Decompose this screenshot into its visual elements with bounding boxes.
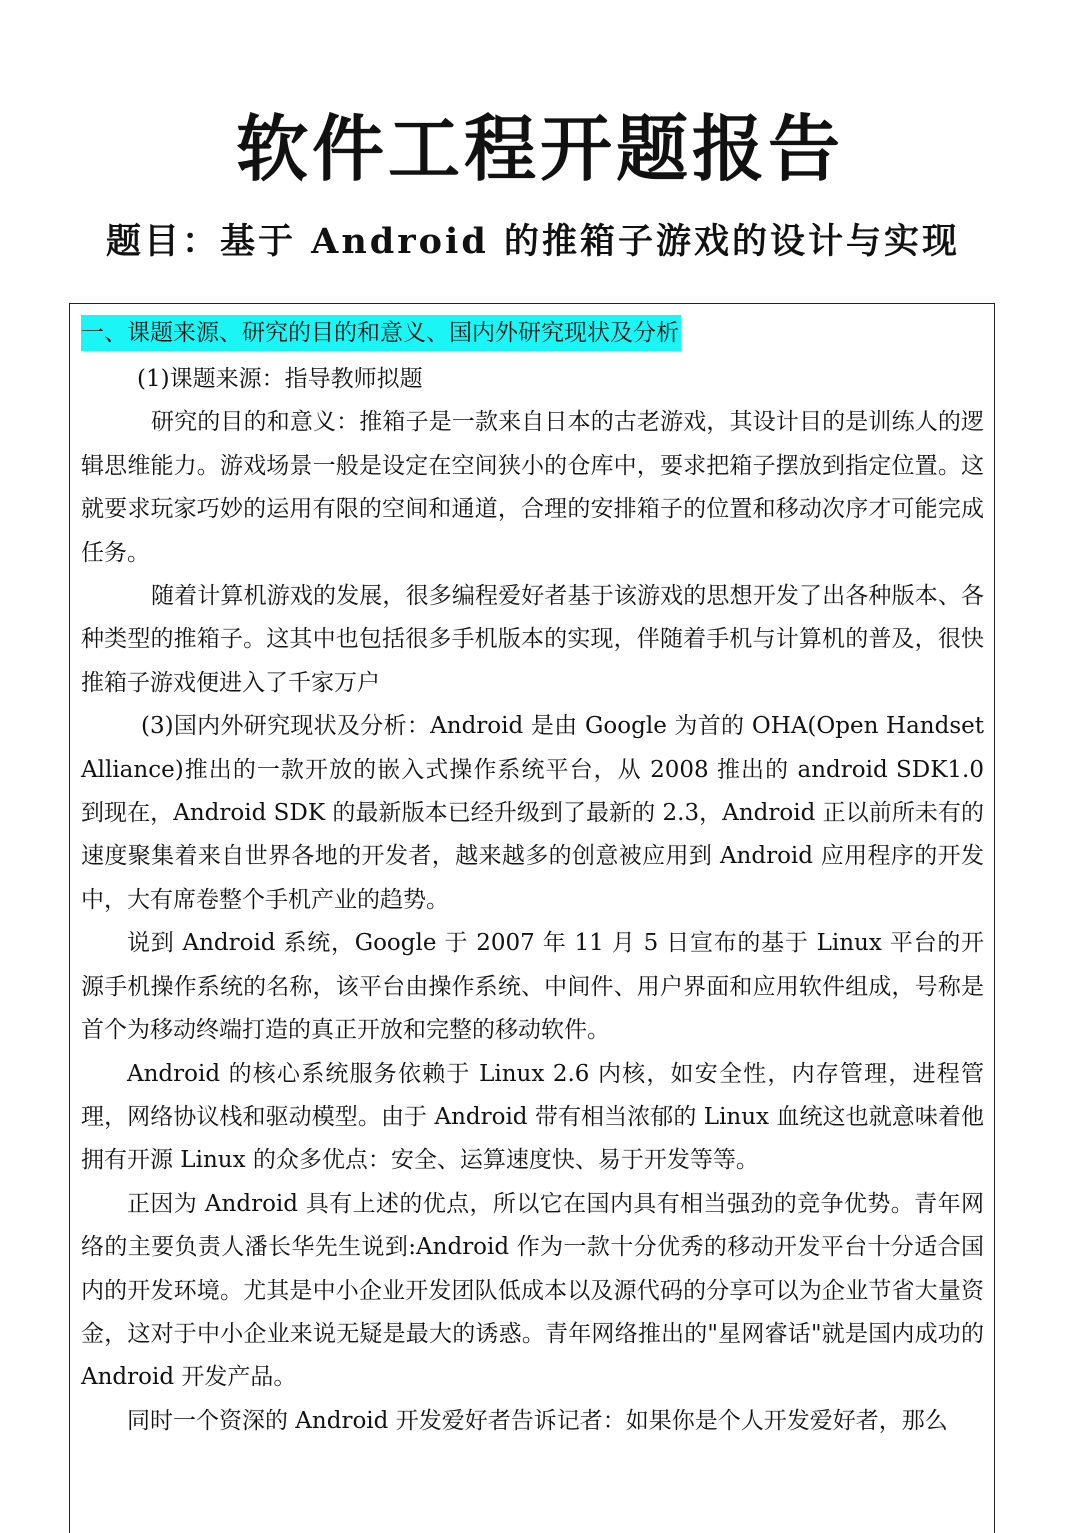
paragraph-domestic-advantage: 正因为 Android 具有上述的优点，所以它在国内具有相当强劲的竞争优势。青年网络的主要负责人潘长华先生说到:Android 作为一款十分优秀的移动开发平台十分适合国内的开发环境。尤其是中小企业开发团队低成本以及源代码的分享可以为企业节省大量资金，这对于中小企业来说无疑是最大的诱惑。青年网络推出的"星网睿话"就是国内成功的 Android 开发产品。	[81, 1190, 984, 1391]
section-body	[81, 358, 984, 1443]
section-heading-highlighted: 一、课题来源、研究的目的和意义、国内外研究现状及分析	[81, 315, 681, 351]
document-subtitle: 题目：基于 Android 的推箱子游戏的设计与实现	[105, 221, 960, 262]
paragraph-linux-kernel: Android 的核心系统服务依赖于 Linux 2.6 内核，如安全性，内存管理，进程管理，网络协议栈和驱动模型。由于 Android 带有相当浓郁的 Linux 血统这也就意味着他拥有开源 Linux 的众多优点：安全、运算速度快、易于开发等等。	[81, 1060, 984, 1174]
paragraph-topic-source: (1)课题来源：指导教师拟题	[137, 366, 423, 392]
paragraph-android-system: 说到 Android 系统，Google 于 2007 年 11 月 5 日宣布的基于 Linux 平台的开源手机操作系统的名称，该平台由操作系统、中间件、用户界面和应用软件组成，号称是首个为移动终端打造的真正开放和完整的移动软件。	[81, 930, 984, 1044]
report-section-box	[69, 303, 995, 1533]
paragraph-research-status: (3)国内外研究现状及分析：Android 是由 Google 为首的 OHA(Open Handset Alliance)推出的一款开放的嵌入式操作系统平台，从 2008 推出的 android SDK1.0 到现在，Android SDK 的最新版本已经升级到了最新的 2.3，Android 正以前所未有的速度聚集着来自世界各地的开发者，越来越多的创意被应用到 Android 应用程序的开发中，大有席卷整个手机产业的趋势。	[81, 713, 984, 913]
paragraph-purpose: 研究的目的和意义：推箱子是一款来自日本的古老游戏，其设计目的是训练人的逻辑思维能力。游戏场景一般是设定在空间狭小的仓库中，要求把箱子摆放到指定位置。这就要求玩家巧妙的运用有限的空间和通道，合理的安排箱子的位置和移动次序才可能完成任务。	[81, 409, 984, 566]
paragraph-developer-quote: 同时一个资深的 Android 开发爱好者告诉记者：如果你是个人开发爱好者，那么	[127, 1407, 948, 1434]
paragraph-development: 随着计算机游戏的发展，很多编程爱好者基于该游戏的思想开发了出各种版本、各种类型的推箱子。这其中也包括很多手机版本的实现，伴随着手机与计算机的普及，很快推箱子游戏便进入了千家万户	[81, 583, 984, 696]
document-title: 软件工程开题报告	[235, 106, 844, 191]
